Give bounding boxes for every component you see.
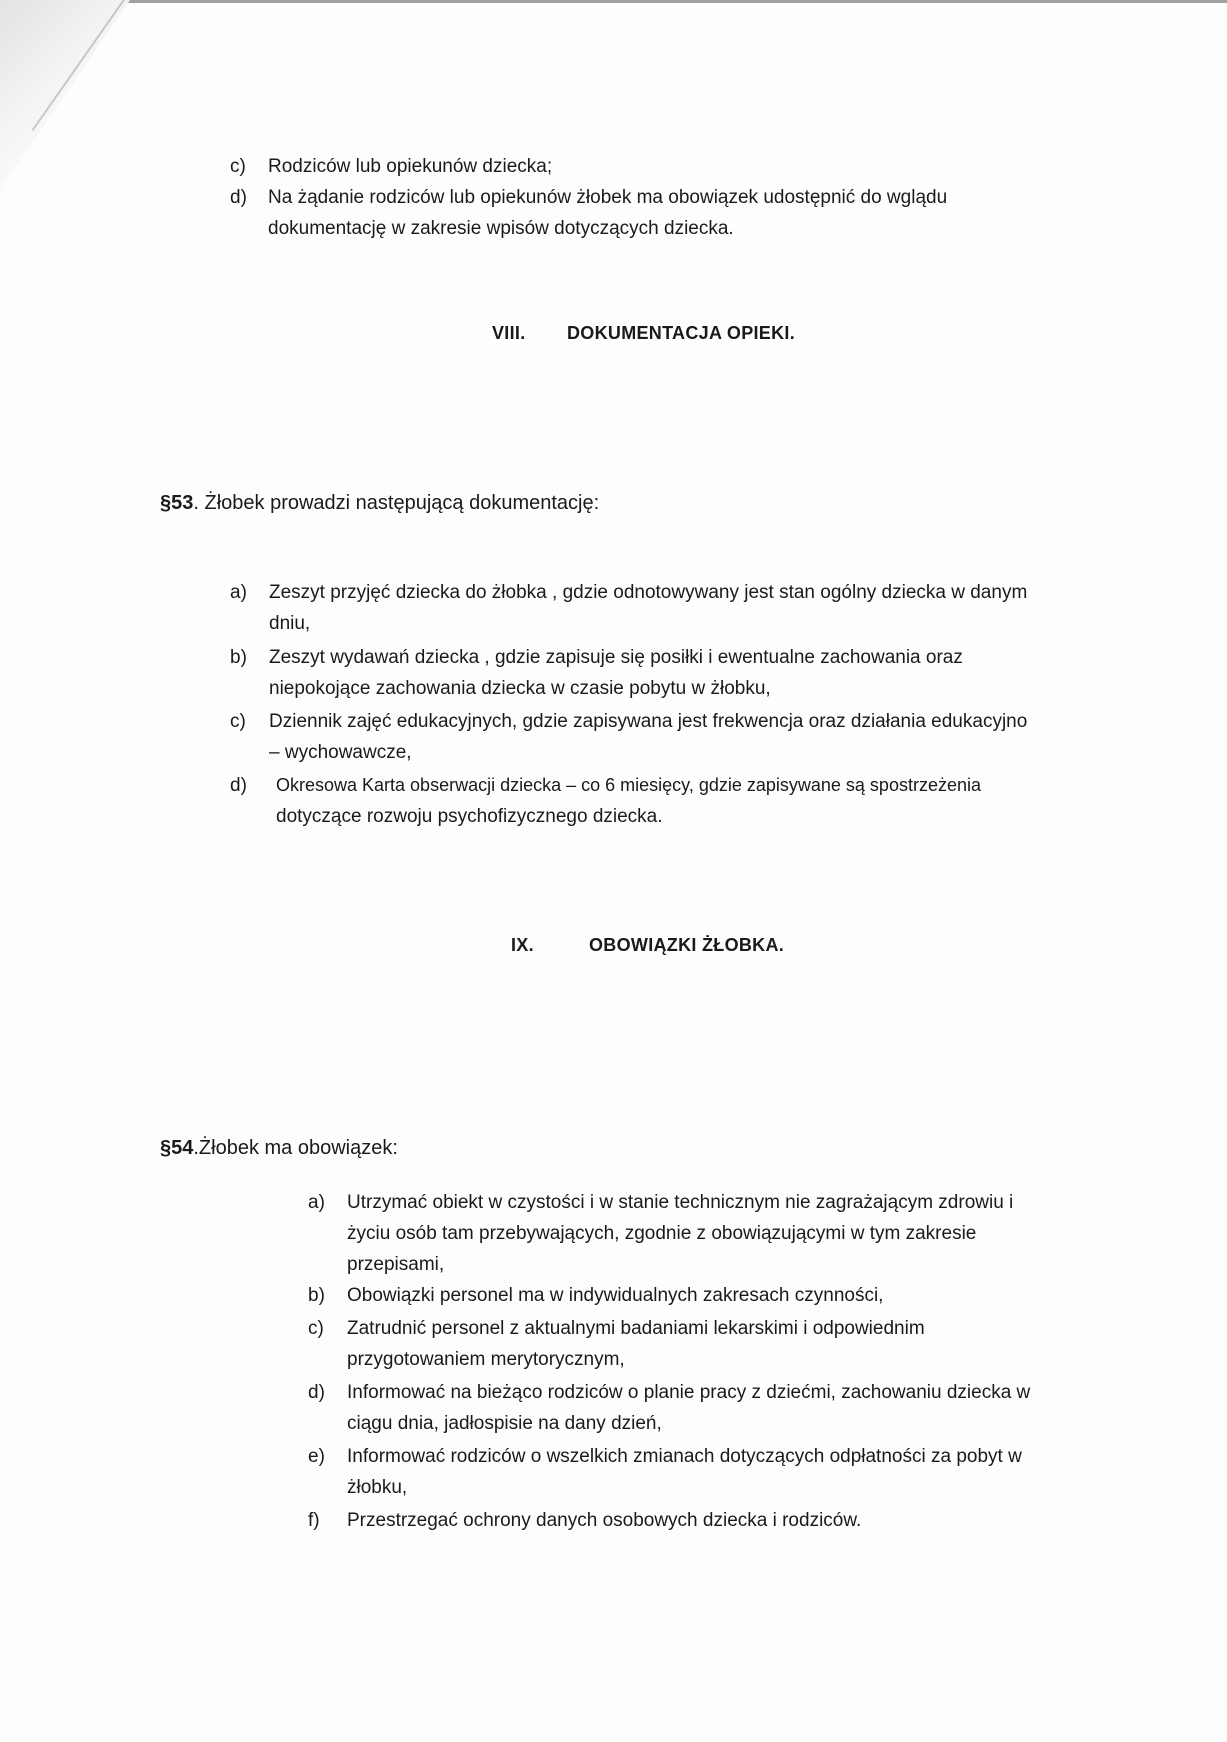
paragraph-54 xyxy=(160,1137,398,1160)
list-item xyxy=(308,1441,1128,1503)
list-item-text: Przestrzegać ochrony danych osobowych dziecka i rodziców. xyxy=(347,1510,862,1531)
list-item-text: Na żądanie rodziców lub opiekunów żłobek ma obowiązek udostępnić do wglądu xyxy=(268,187,948,208)
paragraph-number: §54 xyxy=(160,1137,194,1159)
list-item-text: Informować na bieżąco rodziców o planie pracy z dziećmi, zachowaniu dziecka w xyxy=(347,1382,1031,1403)
list-item-text: – wychowawcze, xyxy=(269,742,412,763)
list-item-text: Zatrudnić personel z aktualnymi badaniami lekarskimi i odpowiednim xyxy=(347,1318,925,1339)
list-item-text: dokumentację w zakresie wpisów dotyczących dziecka. xyxy=(268,218,734,239)
paragraph-number: §53 xyxy=(160,492,194,514)
folded-corner xyxy=(0,0,130,190)
list-item-label: d) xyxy=(230,775,247,796)
section-heading xyxy=(492,323,526,344)
list-item xyxy=(308,1280,1128,1311)
list-item-text: Dziennik zajęć edukacyjnych, gdzie zapisywana jest frekwencja oraz działania edukacyjno xyxy=(269,711,1028,732)
paragraph-text: .Żłobek ma obowiązek: xyxy=(193,1137,398,1159)
scan-edge-line xyxy=(125,0,1227,3)
list-item-text: przepisami, xyxy=(347,1254,445,1275)
list-item-label: c) xyxy=(308,1318,324,1339)
section-numeral: IX. xyxy=(511,935,534,955)
list-item xyxy=(308,1187,1128,1280)
list-item-text: niepokojące zachowania dziecka w czasie pobytu w żłobku, xyxy=(269,678,771,699)
list-item xyxy=(308,1313,1128,1375)
list-item xyxy=(230,577,1130,639)
list-item-label: a) xyxy=(230,582,247,603)
list-item-label: a) xyxy=(308,1192,325,1213)
list-item-label: e) xyxy=(308,1446,325,1467)
list-item-text: Zeszyt wydawań dziecka , gdzie zapisuje się posiłki i ewentualne zachowania oraz xyxy=(269,647,963,668)
section-numeral: VIII. xyxy=(492,323,526,343)
list-item xyxy=(230,770,1130,832)
list-item xyxy=(230,151,1130,182)
list-item xyxy=(230,182,1130,244)
list-item-text: dotyczące rozwoju psychofizycznego dziecka. xyxy=(276,806,663,827)
list-item-label: d) xyxy=(230,187,247,208)
paragraph-53 xyxy=(160,492,599,515)
list-item-label: c) xyxy=(230,156,246,177)
list-item-text: dniu, xyxy=(269,613,311,634)
section-title xyxy=(589,935,784,956)
list-item xyxy=(308,1377,1128,1439)
list-item-text: przygotowaniem merytorycznym, xyxy=(347,1349,625,1370)
list-item xyxy=(230,706,1130,768)
list-item-text: żłobku, xyxy=(347,1477,408,1498)
list-item-label: c) xyxy=(230,711,246,732)
section-title-text: OBOWIĄZKI ŻŁOBKA. xyxy=(589,935,785,955)
paragraph-text: . Żłobek prowadzi następującą dokumentację: xyxy=(193,492,600,514)
section-title xyxy=(567,323,795,344)
list-item-text: Okresowa Karta obserwacji dziecka – co 6 miesięcy, gdzie zapisywane są spostrzeżenia xyxy=(276,775,981,795)
list-item xyxy=(230,642,1130,704)
list-item-text: Zeszyt przyjęć dziecka do żłobka , gdzie odnotowywany jest stan ogólny dziecka w danym xyxy=(269,582,1028,603)
list-item-text: ciągu dnia, jadłospisie na dany dzień, xyxy=(347,1413,662,1434)
list-item xyxy=(308,1505,1128,1536)
list-item-text: życiu osób tam przebywających, zgodnie z obowiązującymi w tym zakresie xyxy=(347,1223,977,1244)
list-item-text: Utrzymać obiekt w czystości i w stanie technicznym nie zagrażającym zdrowiu i xyxy=(347,1192,1014,1213)
list-item-text: Obowiązki personel ma w indywidualnych zakresach czynności, xyxy=(347,1285,884,1306)
list-item-label: b) xyxy=(230,647,247,668)
list-item-label: b) xyxy=(308,1285,325,1306)
list-item-text: Rodziców lub opiekunów dziecka; xyxy=(268,156,553,177)
list-item-label: f) xyxy=(308,1510,320,1531)
list-item-label: d) xyxy=(308,1382,325,1403)
section-heading xyxy=(511,935,534,956)
list-item-text: Informować rodziców o wszelkich zmianach dotyczących odpłatności za pobyt w xyxy=(347,1446,1022,1467)
section-title-text: DOKUMENTACJA OPIEKI. xyxy=(567,323,796,343)
